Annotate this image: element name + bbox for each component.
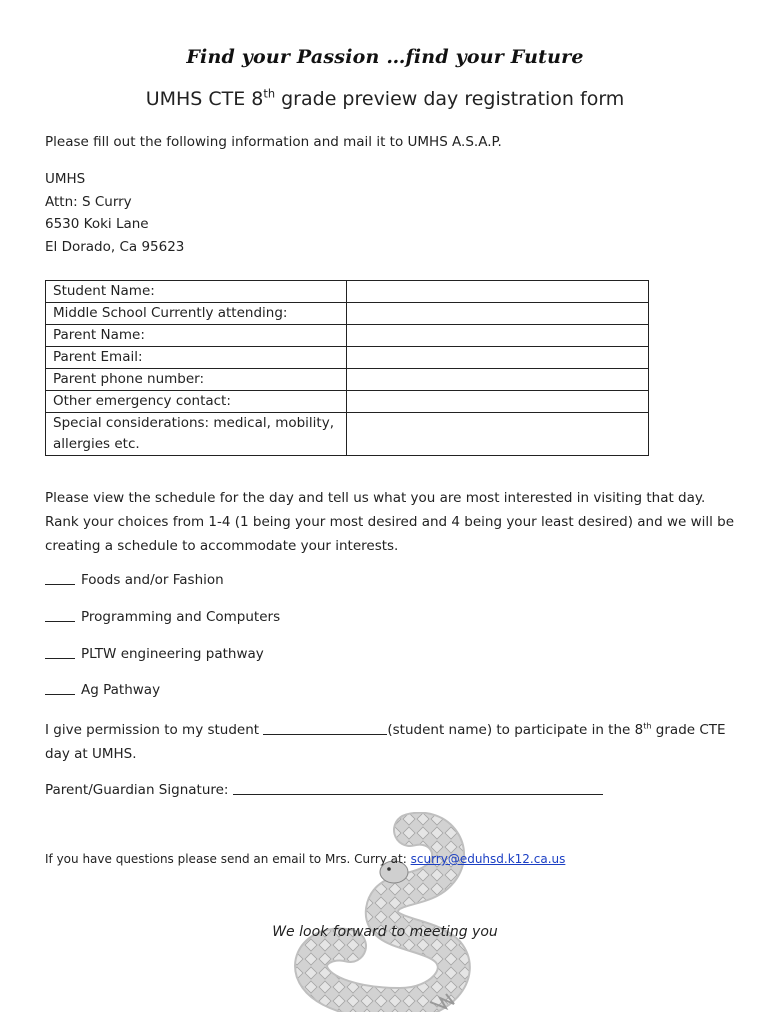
rattlesnake-mascot-image: [290, 812, 490, 1012]
rank-blank-pltw-engineering[interactable]: [45, 658, 75, 659]
table-row: [46, 325, 649, 347]
subtitle-text-end: grade preview day registration form: [275, 88, 625, 110]
student-name-value[interactable]: [354, 281, 641, 300]
table-row: [46, 391, 649, 413]
questions-note: [45, 852, 565, 866]
table-row: [46, 303, 649, 325]
parent-phone-value[interactable]: [354, 369, 641, 388]
special-considerations-field[interactable]: [347, 413, 649, 456]
page-title: Find your Passion …find your Future: [186, 46, 584, 68]
student-name-label: Student Name:: [46, 281, 347, 303]
questions-text: If you have questions please send an email to Mrs. Curry at:: [45, 852, 411, 866]
choice-pltw-engineering: [45, 646, 264, 662]
parent-phone-label: Parent phone number:: [46, 369, 347, 391]
closing-message: We look forward to meeting you: [272, 924, 498, 940]
rank-blank-programming-computers[interactable]: [45, 621, 75, 622]
parent-phone-field[interactable]: [347, 369, 649, 391]
schedule-instructions: Please view the schedule for the day and tell us what you are most interested in visiting that day. Rank your choices from 1-4 (1 being your most desired and 4 being your least desired) and we will be creating a schedule to accommodate your interests.: [45, 490, 735, 554]
parent-name-value[interactable]: [354, 325, 641, 344]
permission-ordinal-suffix: th: [643, 720, 652, 731]
subtitle-ordinal-suffix: th: [263, 86, 276, 101]
parent-name-label: Parent Name:: [46, 325, 347, 347]
special-considerations-label: Special considerations: medical, mobility, allergies etc.: [46, 413, 347, 456]
form-subtitle: [0, 88, 770, 110]
middle-school-label: Middle School Currently attending:: [46, 303, 347, 325]
intro-instructions: Please fill out the following information and mail it to UMHS A.S.A.P.: [45, 134, 502, 150]
middle-school-field[interactable]: [347, 303, 649, 325]
special-considerations-value[interactable]: [354, 413, 641, 432]
parent-name-field[interactable]: [347, 325, 649, 347]
table-row: [46, 281, 649, 303]
permission-text-end: grade CTE day at UMHS.: [45, 722, 726, 762]
choice-programming-computers: [45, 609, 280, 625]
parent-email-label: Parent Email:: [46, 347, 347, 369]
choice-label: Foods and/or Fashion: [81, 572, 224, 588]
signature-line: [45, 779, 603, 801]
emergency-contact-label: Other emergency contact:: [46, 391, 347, 413]
rank-blank-foods-fashion[interactable]: [45, 584, 75, 585]
permission-text-start: I give permission to my student: [45, 722, 264, 738]
permission-text-mid: (student name) to participate in the 8: [387, 722, 644, 738]
middle-school-value[interactable]: [354, 303, 641, 322]
student-name-field[interactable]: [347, 281, 649, 303]
choice-label: Ag Pathway: [81, 682, 161, 698]
parent-email-field[interactable]: [347, 347, 649, 369]
signature-field[interactable]: [233, 794, 603, 795]
choice-label: PLTW engineering pathway: [81, 646, 264, 662]
subtitle-text-start: UMHS CTE 8: [145, 88, 264, 110]
address-line-school: UMHS: [45, 171, 86, 187]
student-info-table: [45, 280, 649, 456]
table-row: [46, 347, 649, 369]
contact-email-link[interactable]: scurry@eduhsd.k12.ca.us: [410, 852, 566, 866]
student-name-blank[interactable]: [263, 734, 387, 735]
emergency-contact-field[interactable]: [347, 391, 649, 413]
mailing-address: [45, 168, 184, 258]
choice-ag-pathway: [45, 682, 160, 698]
table-row: [46, 369, 649, 391]
address-line-city: El Dorado, Ca 95623: [45, 238, 185, 255]
emergency-contact-value[interactable]: [354, 391, 641, 410]
rank-blank-ag-pathway[interactable]: [45, 694, 75, 695]
permission-statement: [45, 718, 735, 766]
choice-foods-fashion: [45, 572, 224, 588]
address-line-attn: Attn: S Curry: [45, 193, 132, 210]
table-row: [46, 413, 649, 456]
parent-email-value[interactable]: [354, 347, 641, 366]
address-line-street: 6530 Koki Lane: [45, 216, 149, 232]
choice-label: Programming and Computers: [81, 609, 281, 625]
signature-label: Parent/Guardian Signature:: [45, 782, 233, 798]
